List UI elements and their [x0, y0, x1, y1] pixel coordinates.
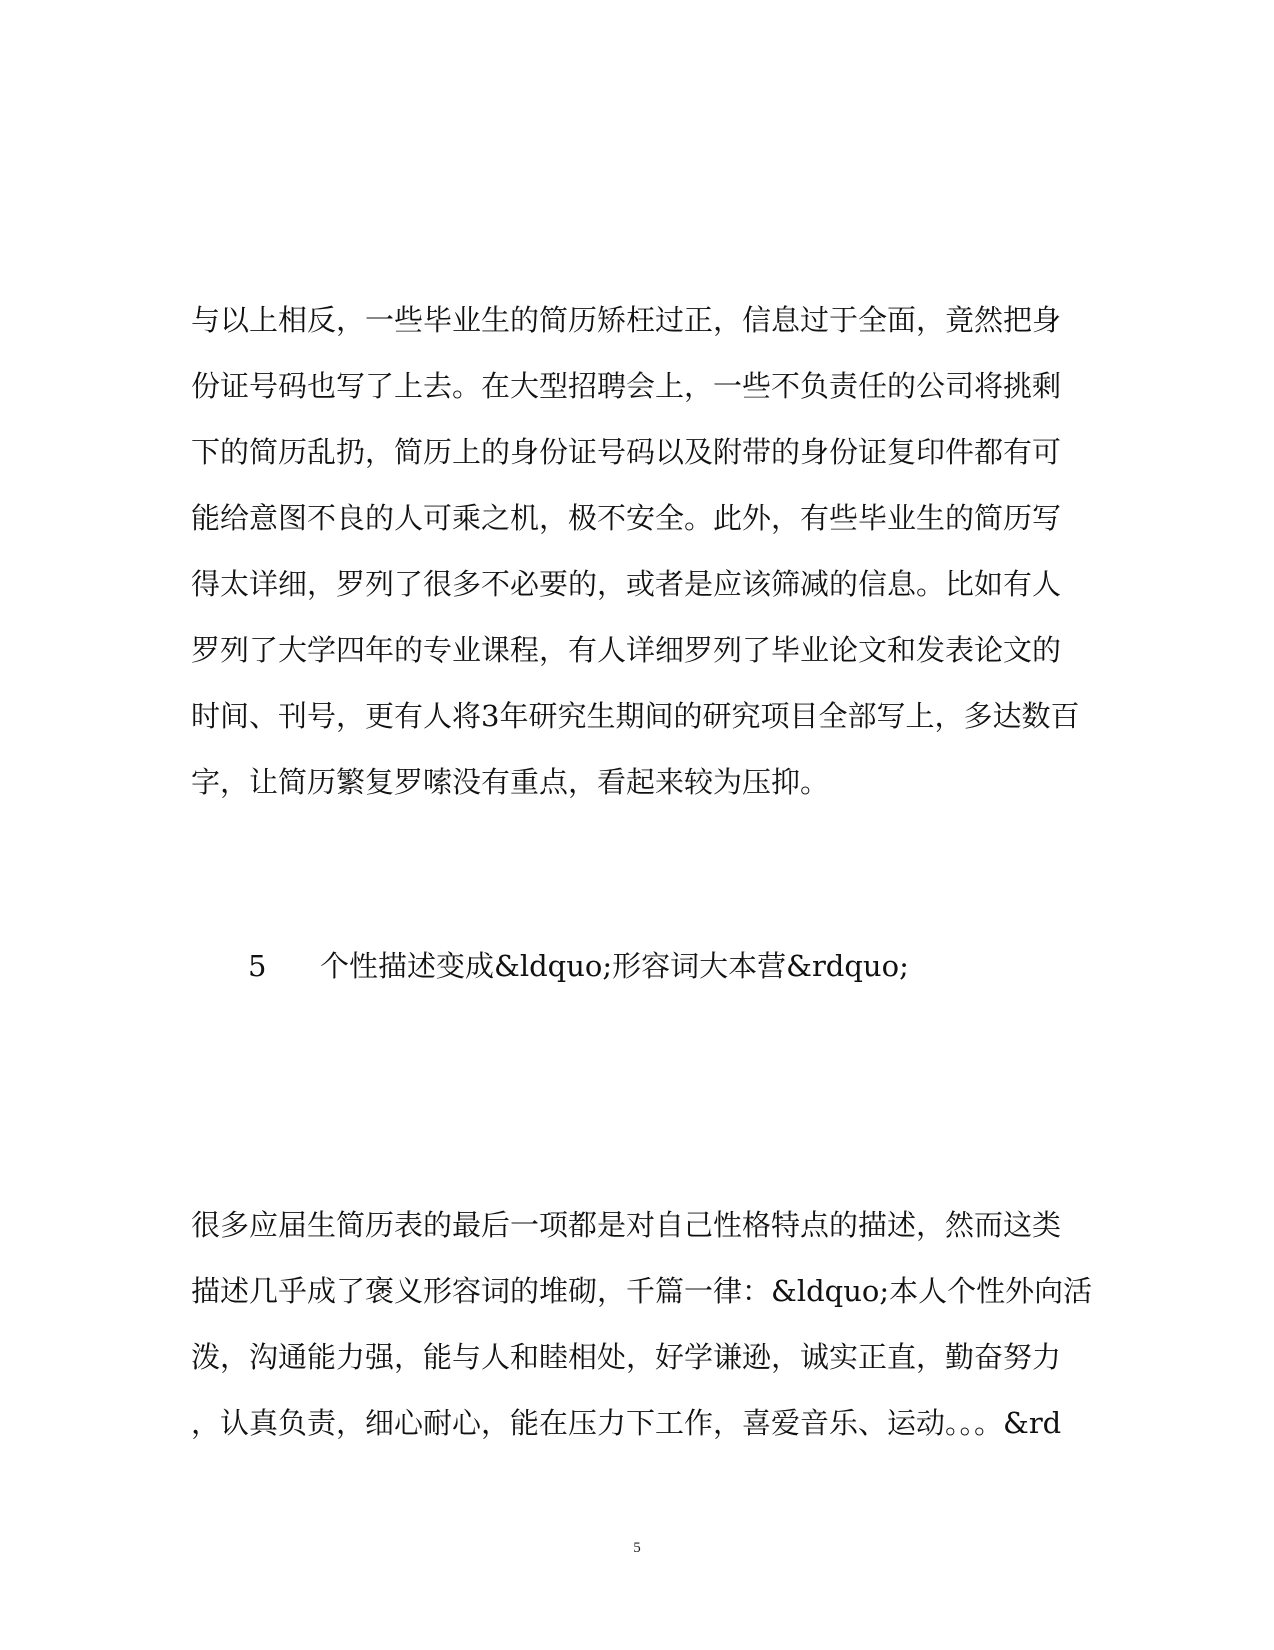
paragraph-line: 泼，沟通能力强，能与人和睦相处，好学谦逊，诚实正直，勤奋努力 — [191, 1340, 1062, 1374]
page-number: 5 — [633, 1540, 641, 1556]
paragraph-line: 与以上相反，一些毕业生的简历矫枉过正，信息过于全面，竟然把身 — [191, 303, 1062, 337]
paragraph-line: 字，让简历繁复罗嗦没有重点，看起来较为压抑。 — [191, 765, 830, 799]
paragraph-line: 很多应届生简历表的最后一项都是对自己性格特点的描述，然而这类 — [191, 1208, 1062, 1242]
paragraph-line: 能给意图不良的人可乘之机，极不安全。此外，有些毕业生的简历写 — [191, 501, 1062, 535]
paragraph-line: 时间、刊号，更有人将3年研究生期间的研究项目全部写上，多达数百 — [191, 699, 1080, 733]
paragraph-line: 得太详细，罗列了很多不必要的，或者是应该筛减的信息。比如有人 — [191, 567, 1062, 601]
paragraph-line: 描述几乎成了褒义形容词的堆砌，千篇一律：&ldquo;本人个性外向活 — [191, 1274, 1093, 1308]
paragraph-line: 下的简历乱扔，简历上的身份证号码以及附带的身份证复印件都有可 — [191, 435, 1062, 469]
section-heading — [248, 933, 909, 999]
section-number: 5 — [248, 949, 267, 983]
paragraph-line: 份证号码也写了上去。在大型招聘会上，一些不负责任的公司将挑剩 — [191, 369, 1062, 403]
paragraph-line: 罗列了大学四年的专业课程，有人详细罗列了毕业论文和发表论文的 — [191, 633, 1062, 667]
paragraph-line: ，认真负责，细心耐心，能在压力下工作，喜爱音乐、运动。。。&rd — [191, 1406, 1062, 1440]
section-title: 个性描述变成&ldquo;形容词大本营&rdquo; — [320, 949, 909, 983]
body-paragraph-1 — [191, 287, 1091, 815]
body-paragraph-2 — [191, 1192, 1091, 1456]
